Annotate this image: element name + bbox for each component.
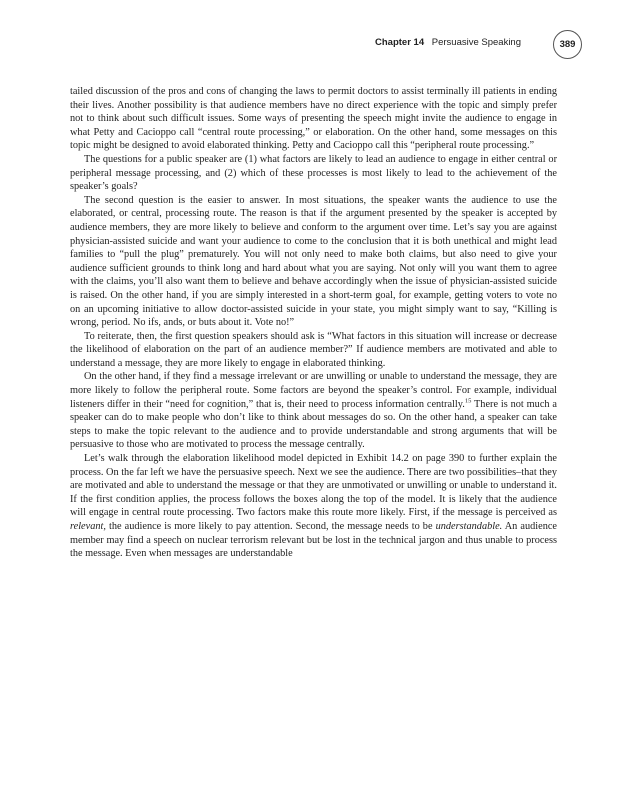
paragraph-text: There is not much a speaker can do to make people who don’t like to think about messages do so. On the other hand, a speaker can take steps to make the topic relevant to the audience and to provide understandable and strong arguments that will be persuasive to those who are motivated to process the message centrally.: [70, 398, 557, 451]
emphasis-text: relevant,: [70, 521, 106, 532]
endnote-reference: 15: [464, 397, 472, 405]
page-number-text: 389: [559, 39, 576, 50]
chapter-title: Persuasive Speaking: [431, 37, 521, 48]
page-number: [553, 30, 582, 59]
paragraph: [70, 452, 557, 561]
paragraph: tailed discussion of the pros and cons of changing the laws to permit doctors to assist terminally ill patients in ending their lives. Another possibility is that audience members have no direct experience with the topic and simply prefer not to think about such difficult issues. Some ways of presenting the speech might invite the audience to engage in what Petty and Cacioppo call “central route processing,” or elaboration. On the other hand, some messages on this topic might be designed to avoid elaborated thinking. Petty and Cacioppo call this “peripheral route processing.”: [70, 86, 557, 152]
paragraph: The questions for a public speaker are (1) what factors are likely to lead an audience to engage in either central or peripheral message processing, and (2) which of these processes is most likely to lead to the achievement of the speaker’s goals?: [70, 153, 557, 193]
running-head: [375, 37, 521, 48]
body-text: [70, 85, 557, 561]
paragraph-text: An audience member may find a speech on nuclear terrorism relevant but be lost in the technical jargon and thus unable to process the message. Even when messages are understandable: [70, 521, 557, 560]
paragraph-text: the audience is more likely to pay attention. Second, the message needs to be: [105, 521, 436, 532]
emphasis-text: understandable.: [435, 521, 503, 532]
paragraph-text: On the other hand, if they find a message irrelevant or are unwilling or unable to understand the message, they are more likely to follow the peripheral route. Some factors are beyond the speaker’s control. For example, individual listeners differ in their “need for cognition,” that is, their need to process information centrally.: [70, 371, 557, 410]
chapter-label: Chapter 14: [375, 37, 425, 48]
paragraph-text: Let’s walk through the elaboration likelihood model depicted in Exhibit 14.2 on page 390 to further explain the process. On the far left we have the persuasive speech. Next we see the audience. There are two possibilities–that they are motivated and able to understand the message or that they are unmotivated or unwilling or unable to understand it. If the first condition applies, the process follows the boxes along the top of the model. It is likely that the audience will engage in central route processing. Two factors make this route more likely. First, if the message is perceived as: [70, 453, 558, 519]
paragraph: [70, 370, 557, 452]
paragraph: The second question is the easier to answer. In most situations, the speaker wants the audience to use the elaborated, or central, processing route. The reason is that if the argument presented by the speaker is accepted by audience members, they are more likely to believe and conform to the argument over time. Let’s say you are against physician-assisted suicide and want your audience to come to the conclusion that it is both unethical and might lead families to “pull the plug” prematurely. You will not only need to make both claims, but also need to give your audience sufficient grounds to think long and hard about what you are saying. Not only will you want them to agree with the claims, you’ll also want them to believe and behave accordingly when the issue of physician-assisted suicide is raised. On the other hand, if you are simply interested in a short-term goal, for example, getting voters to vote no on an upcoming initiative to allow doctor-assisted suicide in your state, you might simply want to say, “Killing is wrong, period. No ifs, ands, or buts about it. Vote no!”: [70, 194, 557, 329]
paragraph: To reiterate, then, the first question speakers should ask is “What factors in this situation will increase or decrease the likelihood of elaboration on the part of an audience member?” If audience members are motivated and able to understand a message, they are more likely to engage in elaborated thinking.: [70, 330, 557, 369]
